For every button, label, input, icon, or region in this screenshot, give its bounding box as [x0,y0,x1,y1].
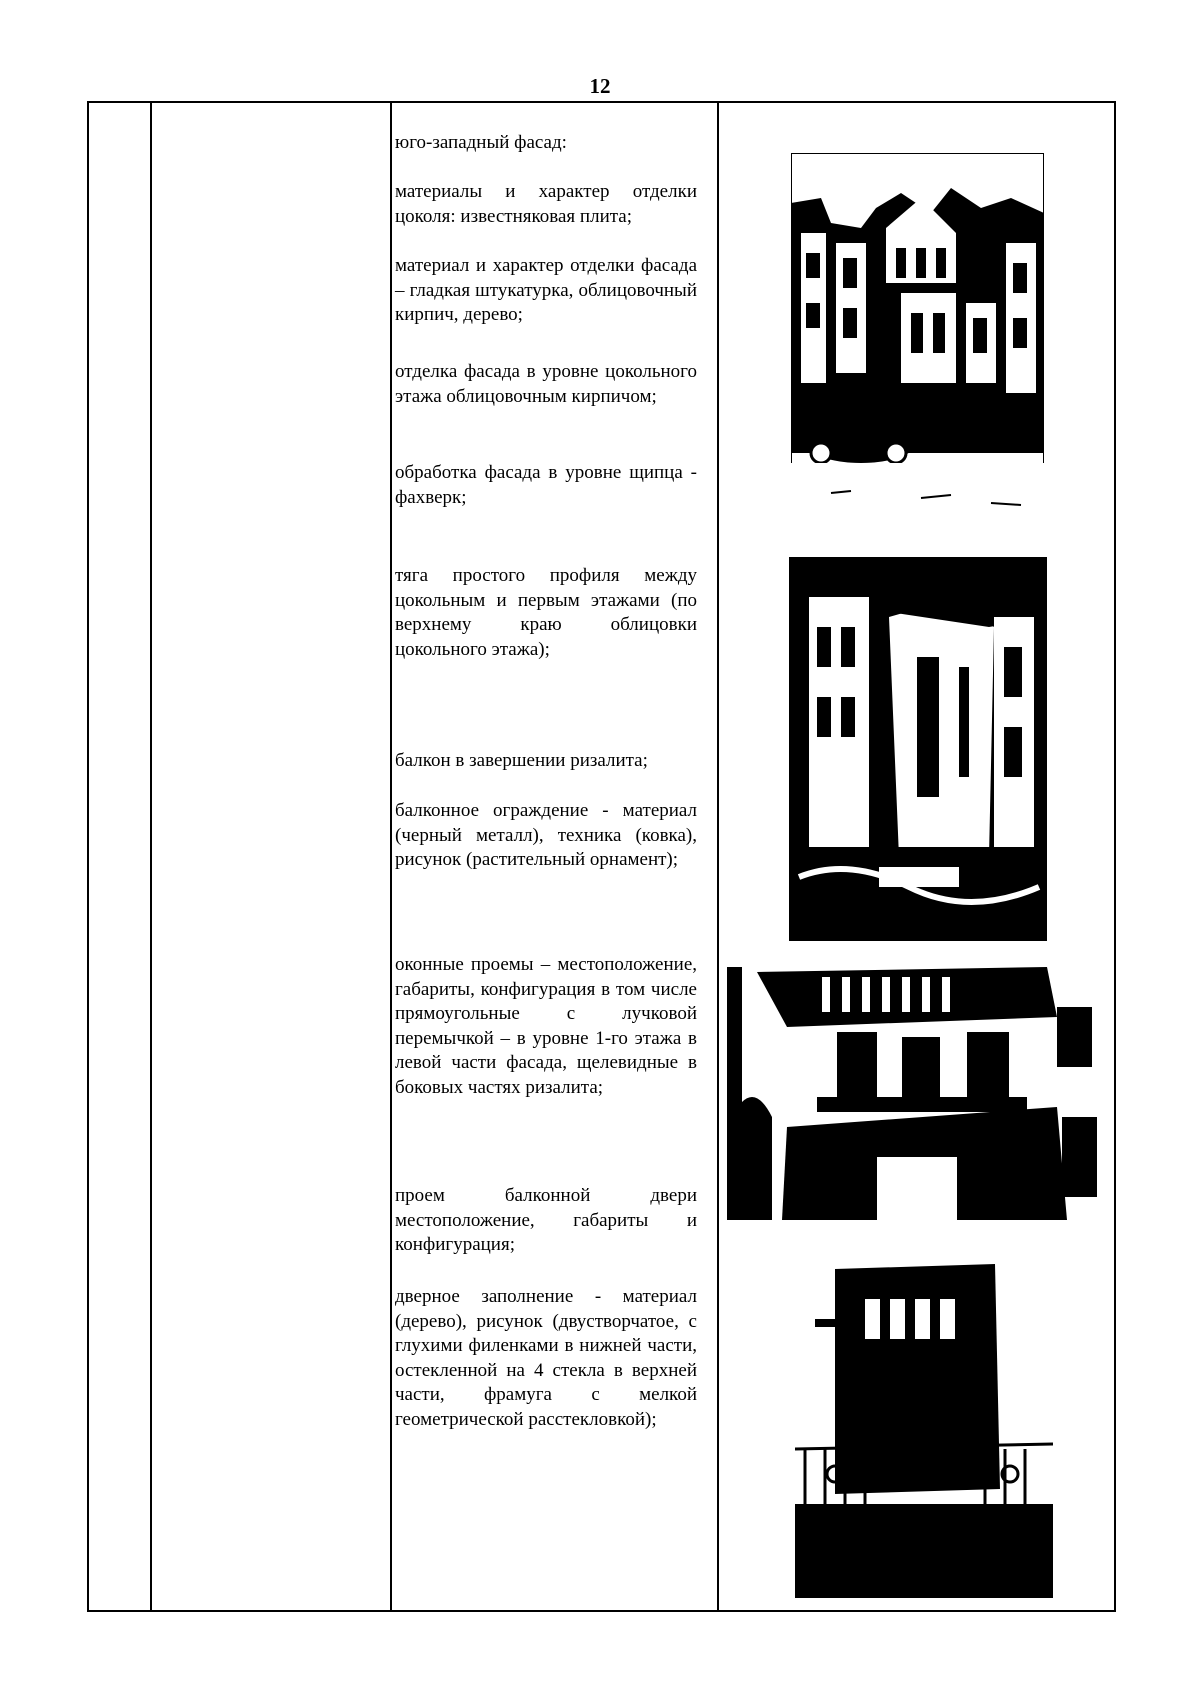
column-divider-3 [717,103,719,1610]
description-paragraph: тяга простого профиля между цокольным и первым этажами (по верхнему краю облицовки цокольного этажа); [395,565,697,660]
description-paragraph: отделка фасада в уровне цокольного этажа облицовочным кирпичом; [395,361,697,407]
window-openings-photo [727,967,1110,1220]
balcony-door-photo [795,1259,1053,1598]
description-paragraph: балконное ограждение - материал (черный металл), техника (ковка), рисунок (растительный орнамент); [395,800,697,870]
description-paragraph: балкон в завершении ризалита; [395,750,648,771]
description-paragraph: дверное заполнение - материал (дерево), рисунок (двустворчатое, с глухими филенками в нижней части, остекленной на 4 стекла в верхней части, фрамуга с мелкой геометрической расстекловкой); [395,1286,697,1430]
description-paragraph: материал и характер отделки фасада – гладкая штукатурка, облицовочный кирпич, дерево; [395,255,697,325]
column-divider-1 [150,103,152,1610]
description-paragraph: материалы и характер отделки цоколя: известняковая плита; [395,181,697,227]
southwest-facade-photo [791,153,1044,521]
description-paragraph: проем балконной двери местоположение, габариты и конфигурация; [395,1185,697,1255]
description-paragraph: юго-западный фасад: [395,132,567,153]
risalit-balcony-photo [789,557,1047,941]
column-divider-2 [390,103,392,1610]
description-paragraph: оконные проемы – местоположение, габариты, конфигурация в том числе прямоугольные с лучковой перемычкой – в уровне 1-го этажа в левой части фасада, щелевидные в боковых частях ризалита; [395,954,697,1098]
description-paragraph: обработка фасада в уровне щипца - фахверк; [395,462,697,508]
page-number: 12 [589,74,611,98]
